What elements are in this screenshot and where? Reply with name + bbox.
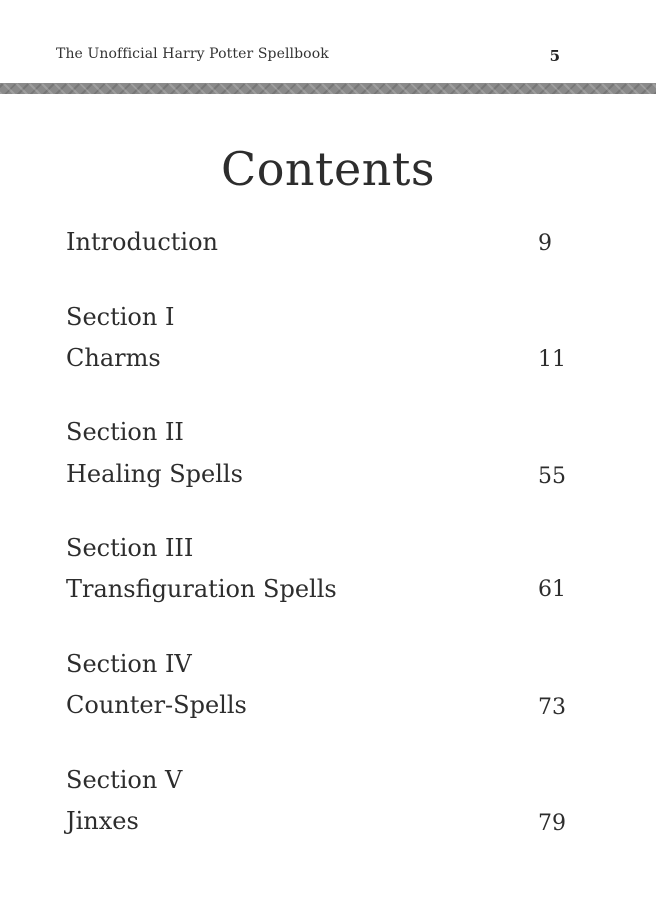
toc-entry-label: Introduction <box>66 228 218 256</box>
running-header <box>56 46 560 68</box>
toc-section-title: Transfiguration Spells <box>66 575 337 603</box>
toc-section-label: Section II <box>66 418 184 446</box>
toc-section-title: Counter-Spells <box>66 691 247 719</box>
toc-page-number: 61 <box>538 577 566 602</box>
toc-section-label: Section III <box>66 534 194 562</box>
toc-section-title: Healing Spells <box>66 460 243 488</box>
toc-section-label: Section V <box>66 766 183 794</box>
toc-section-label: Section I <box>66 303 175 331</box>
toc-section-label: Section IV <box>66 650 192 678</box>
page-number: 5 <box>549 47 560 65</box>
contents-title: Contents <box>221 142 435 196</box>
toc-section-title: Charms <box>66 344 161 372</box>
running-title: The Unofficial Harry Potter Spellbook <box>56 46 329 62</box>
toc-section-title: Jinxes <box>66 807 139 835</box>
toc-page-number: 9 <box>538 231 552 256</box>
toc-page-number: 79 <box>538 811 566 836</box>
toc-page-number: 11 <box>538 347 566 372</box>
toc-page-number: 55 <box>538 464 566 489</box>
toc-page-number: 73 <box>538 695 566 720</box>
decorative-band <box>0 83 656 94</box>
